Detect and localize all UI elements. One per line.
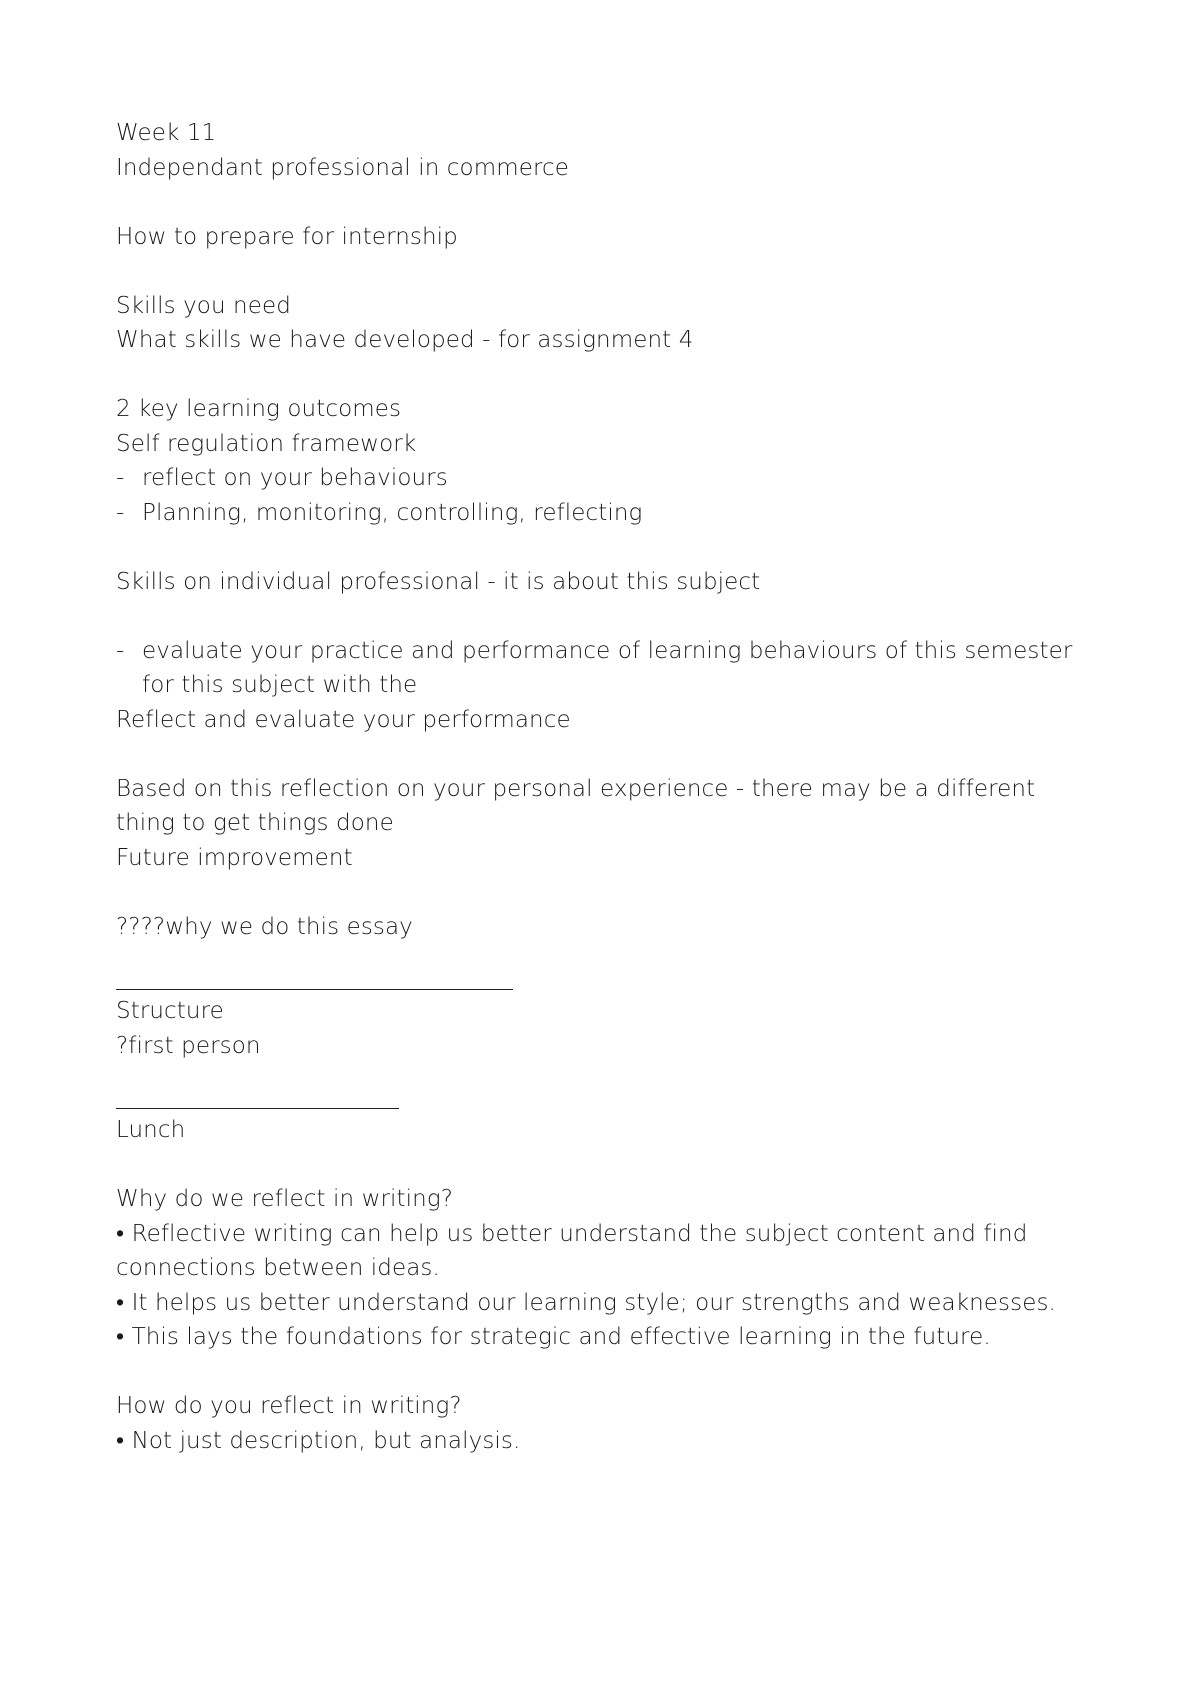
dash-bullet: -	[116, 465, 125, 491]
why-reflect-point: • It helps us better understand our learning style; our strengths and weaknesses.	[116, 1289, 1056, 1316]
divider-wrap	[116, 1063, 1076, 1113]
dash-bullet: -	[116, 499, 125, 526]
based-on-paragraph: Based on this reflection on your personal experience - there may be a different thing to get things done	[116, 775, 1036, 836]
subject-title: Independant professional in commerce	[116, 154, 570, 181]
week-heading: Week 11	[116, 120, 217, 146]
first-person-line: ?first person	[116, 1032, 261, 1059]
structure-heading: Structure	[116, 998, 224, 1024]
divider-wrap	[116, 944, 1076, 994]
dash-item-text: evaluate your practice and performance of learning behaviours of this semester for this subject with the	[142, 637, 1073, 698]
lecture-notes	[116, 116, 1076, 1458]
dash-list-item	[116, 496, 1076, 531]
framework-line: Self regulation framework	[116, 430, 417, 457]
dash-list-item	[116, 461, 1076, 496]
how-reflect-point: • Not just description, but analysis.	[116, 1427, 521, 1454]
lunch-heading: Lunch	[116, 1117, 186, 1143]
why-reflect-heading: Why do we reflect in writing?	[116, 1186, 454, 1212]
dash-item-text: Planning, monitoring, controlling, reflecting	[142, 499, 643, 526]
outcomes-heading: 2 key learning outcomes	[116, 396, 402, 422]
dash-list-item	[116, 634, 1076, 703]
why-reflect-point: • Reflective writing can help us better understand the subject content and find connections between ideas.	[116, 1220, 1028, 1281]
divider-line	[116, 989, 513, 990]
internship-heading: How to prepare for internship	[116, 223, 458, 250]
how-reflect-heading: How do you reflect in writing?	[116, 1393, 462, 1419]
skills-need-line: Skills you need	[116, 292, 291, 319]
future-line: Future improvement	[116, 844, 353, 871]
why-reflect-point: • This lays the foundations for strategic and effective learning in the future.	[116, 1324, 991, 1350]
reflect-evaluate-line: Reflect and evaluate your performance	[116, 706, 571, 733]
divider-line	[116, 1108, 399, 1109]
dash-bullet: -	[116, 637, 125, 664]
dash-item-text: reflect on your behaviours	[142, 465, 448, 491]
skills-developed-line: What skills we have developed - for assignment 4	[116, 327, 694, 353]
why-essay-line: ????why we do this essay	[116, 913, 413, 940]
skills-individual-line: Skills on individual professional - it is about this subject	[116, 568, 761, 595]
